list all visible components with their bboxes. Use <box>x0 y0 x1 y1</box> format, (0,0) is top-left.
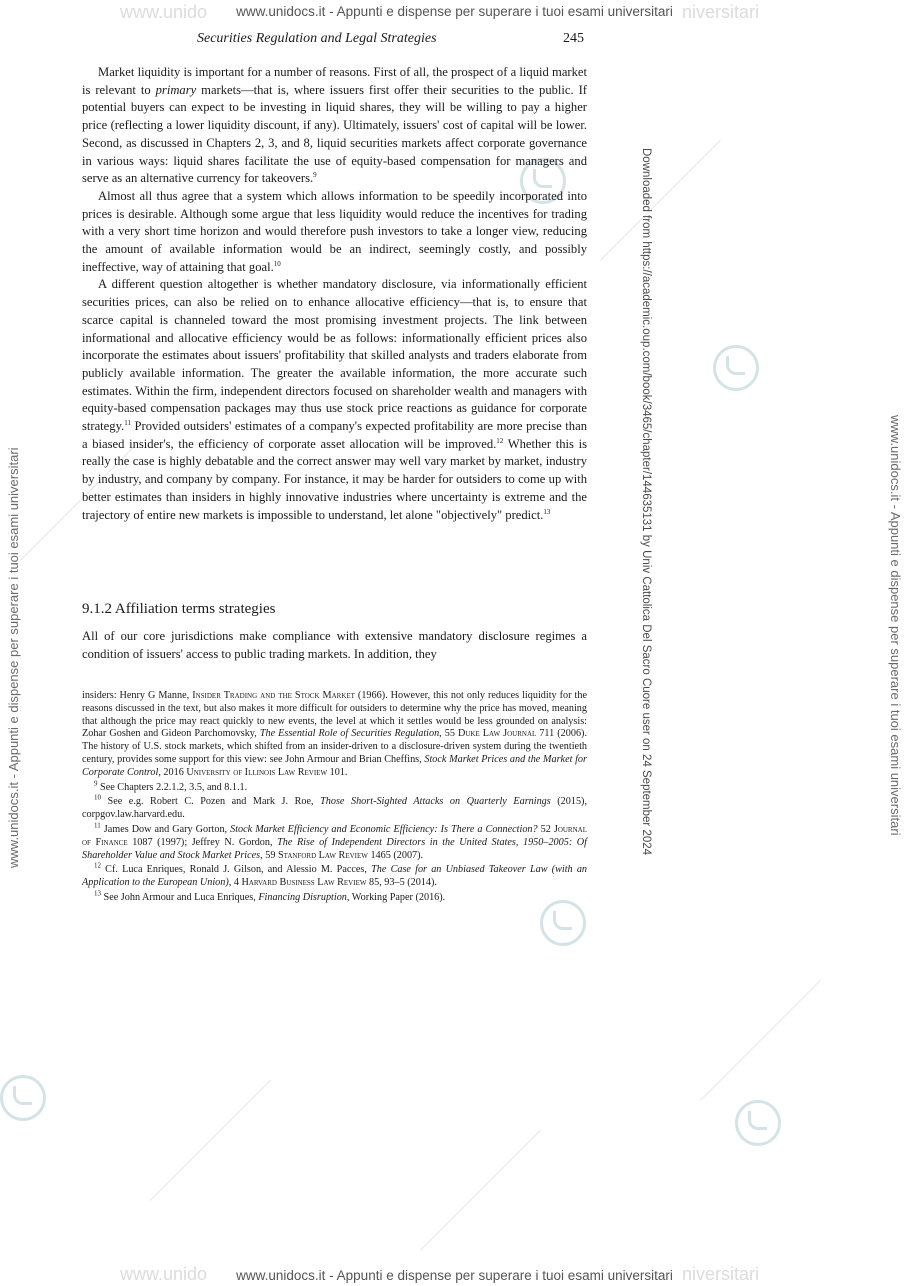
watermark-line <box>420 1130 541 1251</box>
watermark-logo-icon <box>713 345 759 391</box>
watermark-side-left: www.unidocs.it - Appunti e dispense per superare i tuoi esami universitari <box>6 447 21 868</box>
footnote-10: $^{10}$ See e.g. Robert C. Pozen and Mark J. Roe, Those Short-Sighted Attacks on Quarterly Earnings (2015), corpgov.law.harvard.edu. <box>82 793 587 821</box>
footnote-ref: 9 <box>313 171 317 180</box>
footnote-ref: 10 <box>273 259 281 268</box>
paragraph: Market liquidity is important for a number of reasons. First of all, the prospect of a liquid market is relevant to primary markets—that is, where issuers first offer their securities to the public. If potential buyers can expect to be investing in liquid shares, they will be willing to pay a higher price (reflecting a lower liquidity discount, if any). Ultimately, issuers' cost of capital will be lower. Second, as discussed in Chapters 2, 3, and 8, liquid securities markets affect corporate governance in various ways: liquid shares facilitate the use of equity-based compensation for managers and serve as an alternative currency for takeovers.$^9$ <box>82 65 587 186</box>
watermark-ghost-text: niversitari <box>682 2 760 22</box>
download-note: Downloaded from https://academic.oup.com/book/3465/chapter/144635131 by Univ Cattolica Del Sacro Cuore user on 24 September 2024 <box>640 148 652 856</box>
watermark-ghost-text: niversitari <box>682 1264 760 1284</box>
footnote-9: $^9$ See Chapters 2.2.1.2, 3.5, and 8.1.1. <box>94 779 248 793</box>
footnote-ref: 13 <box>543 507 551 516</box>
paragraph: Almost all thus agree that a system which allows information to be speedily incorporated into prices is desirable. Although some argue that less liquidity would reduce the incentives for trading with a very short time horizon and would therefore push investors to take a longer view, reducing the amount of available information would be an indirect, seemingly costly, and possibly ineffective, way of attaining that goal.$^{10}$ <box>82 188 587 274</box>
footnote-11: $^{11}$ James Dow and Gary Gorton, Stock Market Efficiency and Economic Efficiency: Is There a Connection? 52 Journal of Finance 1087 (1997); Jeffrey N. Gordon, The Rise of Independent Directors in the United States, 1950–2005: Of Shareholder Value and Stock Market Prices, 59 Stanford Law Review 1465 (2007). <box>82 821 587 861</box>
footnote-12: $^{12}$ Cf. Luca Enriques, Ronald J. Gilson, and Alessio M. Pacces, The Case for an Unbiased Takeover Law (with an Application to the European Union), 4 Harvard Business Law Review 85, 93–5 (2014). <box>82 861 588 889</box>
footnote-ref: 12 <box>496 436 504 445</box>
footnotes <box>82 690 587 907</box>
watermark-side-right: www.unidocs.it - Appunti e dispense per superare i tuoi esami universitari <box>888 415 903 836</box>
footnote-13: $^{13}$ See John Armour and Luca Enriques, Financing Disruption, Working Paper (2016). <box>94 889 446 903</box>
paragraph: A different question altogether is whether mandatory disclosure, via informationally efficient securities prices, can also be relied on to enhance allocative efficiency—that is, to ensure that scarce capital is channeled toward the most promising investment projects. The link between informational and allocative efficiency would be as follows: informationally efficient prices also incorporate the estimates about issuers' profitability that skilled analysts and traders elaborate from publicly available information. The greater the available information, the more accurate such estimates. Within the firm, independent directors focused on shareholder wealth and managers with equity-based compensation packages may thus use stock price reactions as guidance for corporate strategy.$^{11}$ Provided outsiders' estimates of a company's expected profitability are more precise than a biased insider's, the efficiency of corporate asset allocation will be improved.$^{12}$ Whether this is really the case is highly debatable and the correct answer may well vary market by market, industry by industry, and company by company. For instance, it may be harder for outsiders to come up with better estimates than insiders in highly innovative industries where uncertainty is extreme and the trajectory of entire new markets is impossible to understand, let alone "objectively" predict.$^{13}$ <box>82 277 587 522</box>
watermark-logo-icon <box>735 1100 781 1146</box>
running-title: Securities Regulation and Legal Strategies <box>197 31 437 46</box>
watermark-logo-icon <box>0 1075 46 1121</box>
watermark-ghost-text: www.unido <box>120 2 208 22</box>
watermark-ghost-text: www.unido <box>120 1264 208 1284</box>
watermark-line <box>600 140 721 261</box>
watermark-logo-icon <box>540 900 586 946</box>
watermark-line <box>150 1080 271 1201</box>
main-text <box>82 64 587 524</box>
footnote-continued: insiders: Henry G Manne, Insider Trading and the Stock Market (1966). However, this not only reduces liquidity for the reasons discussed in the text, but also makes it more difficult for outsiders to determine why the price has moved, meaning that although the price may react quickly to new events, the level at which it settles would be less grounded on analysis: Zohar Goshen and Gideon Parchomovsky, The Essential Role of Securities Regulation, 55 Duke Law Journal 711 (2006). The history of U.S. stock markets, which shifted from an insider-driven to a disclosure-driven system during the twentieth century, provides some support for this view: see John Armour and Brian Cheffins, Stock Market Prices and the Market for Corporate Control, 2016 University of Illinois Law Review 101. <box>82 690 587 778</box>
watermark-banner-bottom: www.unidocs.it - Appunti e dispense per superare i tuoi esami universitari <box>236 1268 673 1283</box>
section-paragraph: All of our core jurisdictions make compliance with extensive mandatory disclosure regimes a condition of issuers' access to public trading markets. In addition, they <box>82 629 587 661</box>
footnote-ref: 11 <box>124 418 131 427</box>
watermark-line <box>700 980 821 1101</box>
watermark-banner-top: www.unidocs.it - Appunti e dispense per superare i tuoi esami universitari <box>236 4 673 19</box>
section-heading: 9.1.2 Affiliation terms strategies <box>82 601 276 617</box>
page-number: 245 <box>563 31 584 46</box>
